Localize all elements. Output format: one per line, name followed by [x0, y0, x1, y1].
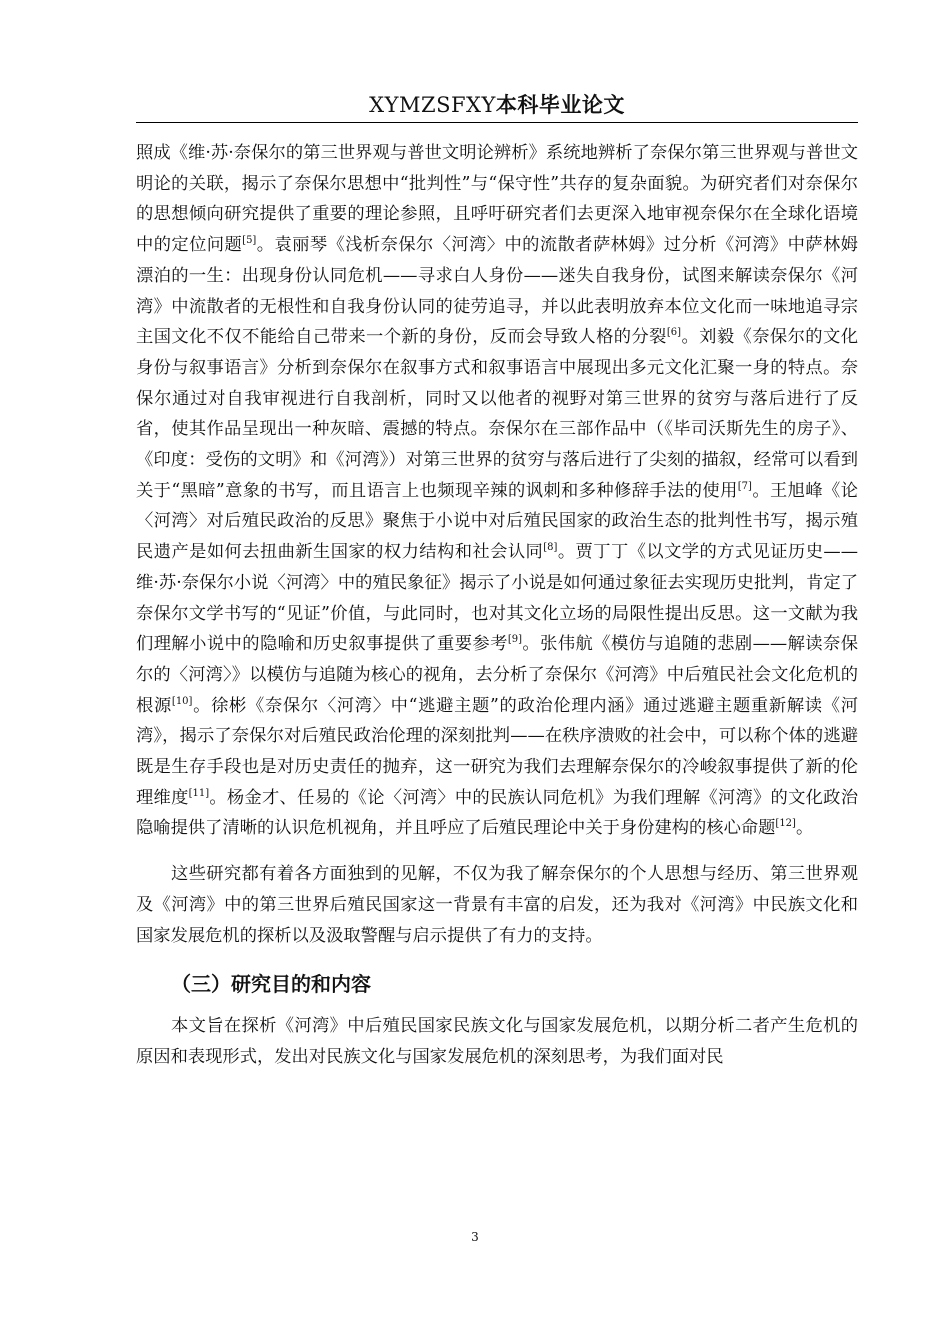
- running-header: [136, 90, 858, 123]
- citation-ref: [9]: [507, 634, 522, 646]
- citation-ref: [11]: [188, 788, 210, 799]
- page-body: [136, 138, 858, 1073]
- text-segment: 。刘毅《奈保尔的文化身份与叙事语言》分析到奈保尔在叙事方式和叙事语言中展现出多元文化汇聚一身的特点。奈保尔通过对自我审视进行自我剖析，同时又以他者的视野对第三世界的贫穷与落后进行了反省，使其作品呈现出一种灰暗、震撼的特点。奈保尔在三部作品中（《毕司沃斯先生的房子》、《印度：受伤的文明》和《河湾》）对第三世界的贫穷与落后进行了尖刻的描叙，经常可以看到关于“黑暗”意象的书写，而且语言上也频现辛辣的讽刺和多种修辞手法的使用: [136, 327, 858, 501]
- citation-ref: [12]: [775, 818, 796, 830]
- summary-paragraph: 这些研究都有着各方面独到的见解，不仅为我了解奈保尔的个人思想与经历、第三世界观及《河湾》中的第三世界后殖民国家这一背景有丰富的启发，还为我对《河湾》中民族文化和国家发展危机的探析以及汲取警醒与启示提供了有力的支持。: [136, 864, 858, 946]
- citation-ref: [10]: [171, 695, 193, 707]
- citation-ref: [5]: [242, 235, 257, 247]
- header-thesis-label: 本科毕业论文: [495, 93, 625, 117]
- literature-review-paragraph: [136, 138, 858, 844]
- text-segment: 。: [795, 818, 814, 839]
- text-segment: 。张伟航《模仿与追随的悲剧——解读奈保尔的〈河湾〉》以模仿与追随为核心的视角，去分析了奈保尔《河湾》中后殖民社会文化危机的根源: [136, 634, 858, 716]
- section-paragraph: 本文旨在探析《河湾》中后殖民国家民族文化与国家发展危机，以期分析二者产生危机的原因和表现形式，发出对民族文化与国家发展危机的深刻思考，为我们面对民: [136, 1016, 858, 1067]
- citation-ref: [8]: [543, 542, 558, 554]
- text-segment: 照成《维·苏·奈保尔的第三世界观与普世文明论辨析》系统地辨析了奈保尔第三世界观与普世文明论的关联，揭示了奈保尔思想中“批判性”与“保守性”共存的复杂面貌。为研究者们对奈保尔的思想倾向研究提供了重要的理论参照，且呼吁研究者们去更深入地审视奈保尔在全球化语境中的定位问题: [136, 143, 858, 256]
- citation-ref: [7]: [737, 480, 752, 492]
- text-segment: 。徐彬《奈保尔〈河湾〉中“逃避主题”的政治伦理内涵》通过逃避主题重新解读《河湾》，揭示了奈保尔对后殖民政治伦理的深刻批判——在秩序溃败的社会中，可以称个体的逃避既是生存手段也是对历史责任的抛弃，这一研究为我们去理解奈保尔的冷峻叙事提供了新的伦理维度: [136, 695, 858, 808]
- text-segment: 。贾丁丁《以文学的方式见证历史——维·苏·奈保尔小说〈河湾〉中的殖民象征》揭示了小说是如何通过象征去实现历史批判，肯定了奈保尔文学书写的“见证”价值，与此同时，也对其文化立场的局限性提出反思。这一文献为我们理解小说中的隐喻和历史叙事提供了重要参考: [136, 542, 858, 655]
- text-segment: 。杨金才、任易的《论〈河湾〉中的民族认同危机》为我们理解《河湾》的文化政治隐喻提供了清晰的认识危机视角，并且呼应了后殖民理论中关于身份建构的核心命题: [136, 787, 858, 839]
- section-heading: （三）研究目的和内容: [171, 972, 371, 997]
- header-school-code: XYMZSFXY: [369, 93, 496, 117]
- citation-ref: [6]: [666, 327, 682, 339]
- text-segment: 。袁丽琴《浅析奈保尔〈河湾〉中的流散者萨林姆》过分析《河湾》中萨林姆漂泊的一生：出现身份认同危机——寻求白人身份——迷失自我身份，试图来解读奈保尔《河湾》中流散者的无根性和自我身份认同的徒劳追寻，并以此表明放弃本位文化而一味地追寻宗主国文化不仅不能给自己带来一个新的身份，反而会导致人格的分裂: [136, 235, 858, 348]
- page-number: 3: [471, 1230, 479, 1244]
- text-segment: 。王旭峰《论〈河湾〉对后殖民政治的反思》聚焦于小说中对后殖民国家的政治生态的批判性书写，揭示殖民遗产是如何去扭曲新生国家的权力结构和社会认同: [136, 480, 858, 563]
